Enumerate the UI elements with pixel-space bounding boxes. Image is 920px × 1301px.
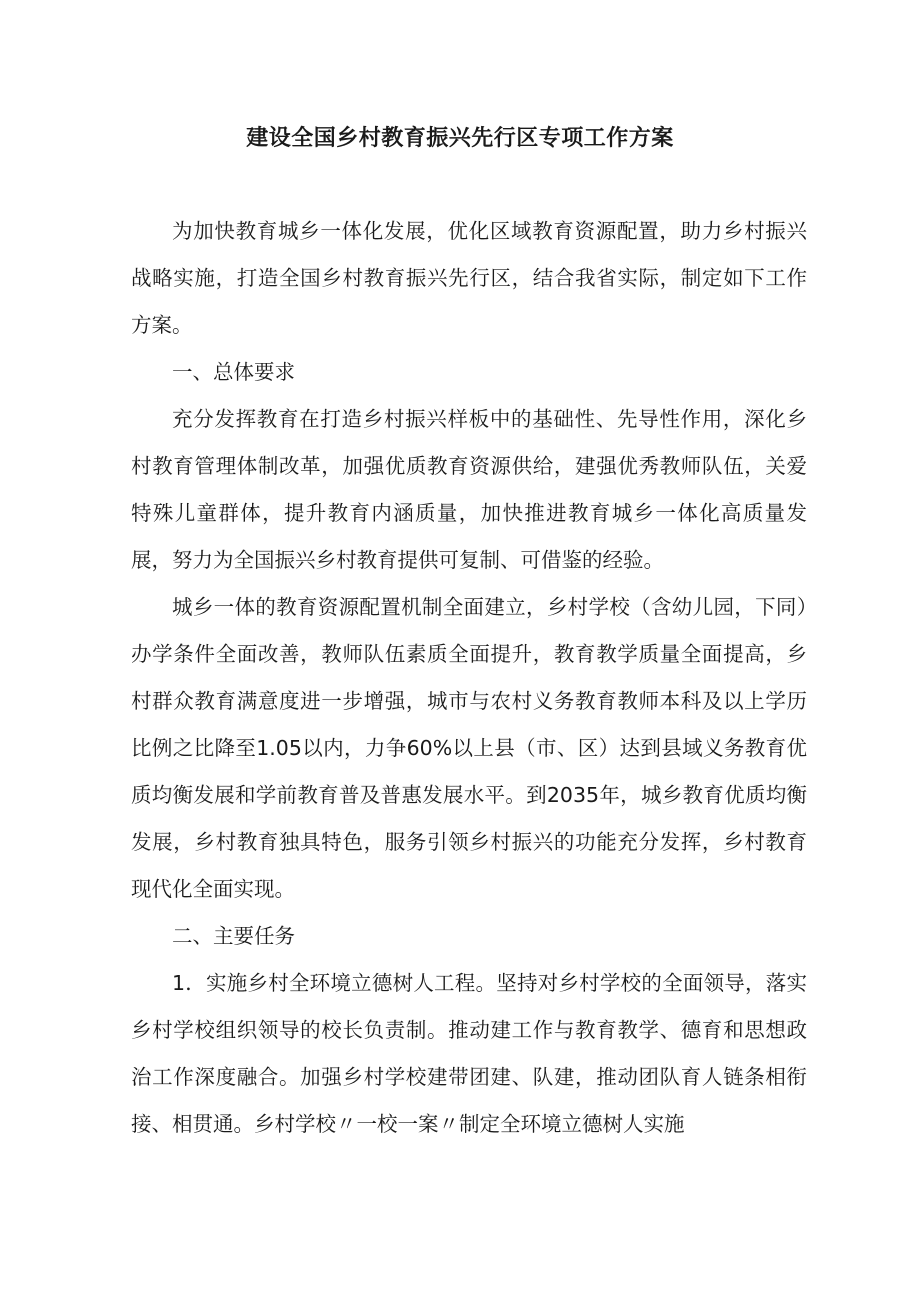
document-body <box>131 208 807 1148</box>
section-heading-general-requirements: 一、总体要求 <box>172 360 295 384</box>
goals-paragraph: 城乡一体的教育资源配置机制全面建立，乡村学校（含幼儿园，下同）办学条件全面改善，教师队伍素质全面提升，教育教学质量全面提高，乡村群众教育满意度进一步增强，城市与农村义务教育教师本科及以上学历比例之比降至1.05以内，力争60%以上县（市、区）达到县域义务教育优质均衡发展和学前教育普及普惠发展水平。到2035年，城乡教育优质均衡发展，乡村教育独具特色，服务引领乡村振兴的功能充分发挥，乡村教育现代化全面实现。 <box>131 595 807 901</box>
section-heading-main-tasks: 二、主要任务 <box>172 924 295 948</box>
task-1-paragraph: 1．实施乡村全环境立德树人工程。坚持对乡村学校的全面领导，落实乡村学校组织领导的校长负责制。推动建工作与教育教学、德育和思想政治工作深度融合。加强乡村学校建带团建、队建，推动团队育人链条相衔接、相贯通。乡村学校〃一校一案〃制定全环境立德树人实施 <box>131 971 807 1136</box>
intro-paragraph: 为加快教育城乡一体化发展，优化区域教育资源配置，助力乡村振兴战略实施，打造全国乡村教育振兴先行区，结合我省实际，制定如下工作方案。 <box>131 219 807 337</box>
document-title: 建设全国乡村教育振兴先行区专项工作方案 <box>246 126 674 151</box>
general-requirements-paragraph: 充分发挥教育在打造乡村振兴样板中的基础性、先导性作用，深化乡村教育管理体制改革，加强优质教育资源供给，建强优秀教师队伍，关爱特殊儿童群体，提升教育内涵质量，加快推进教育城乡一体化高质量发展，努力为全国振兴乡村教育提供可复制、可借鉴的经验。 <box>131 407 807 572</box>
